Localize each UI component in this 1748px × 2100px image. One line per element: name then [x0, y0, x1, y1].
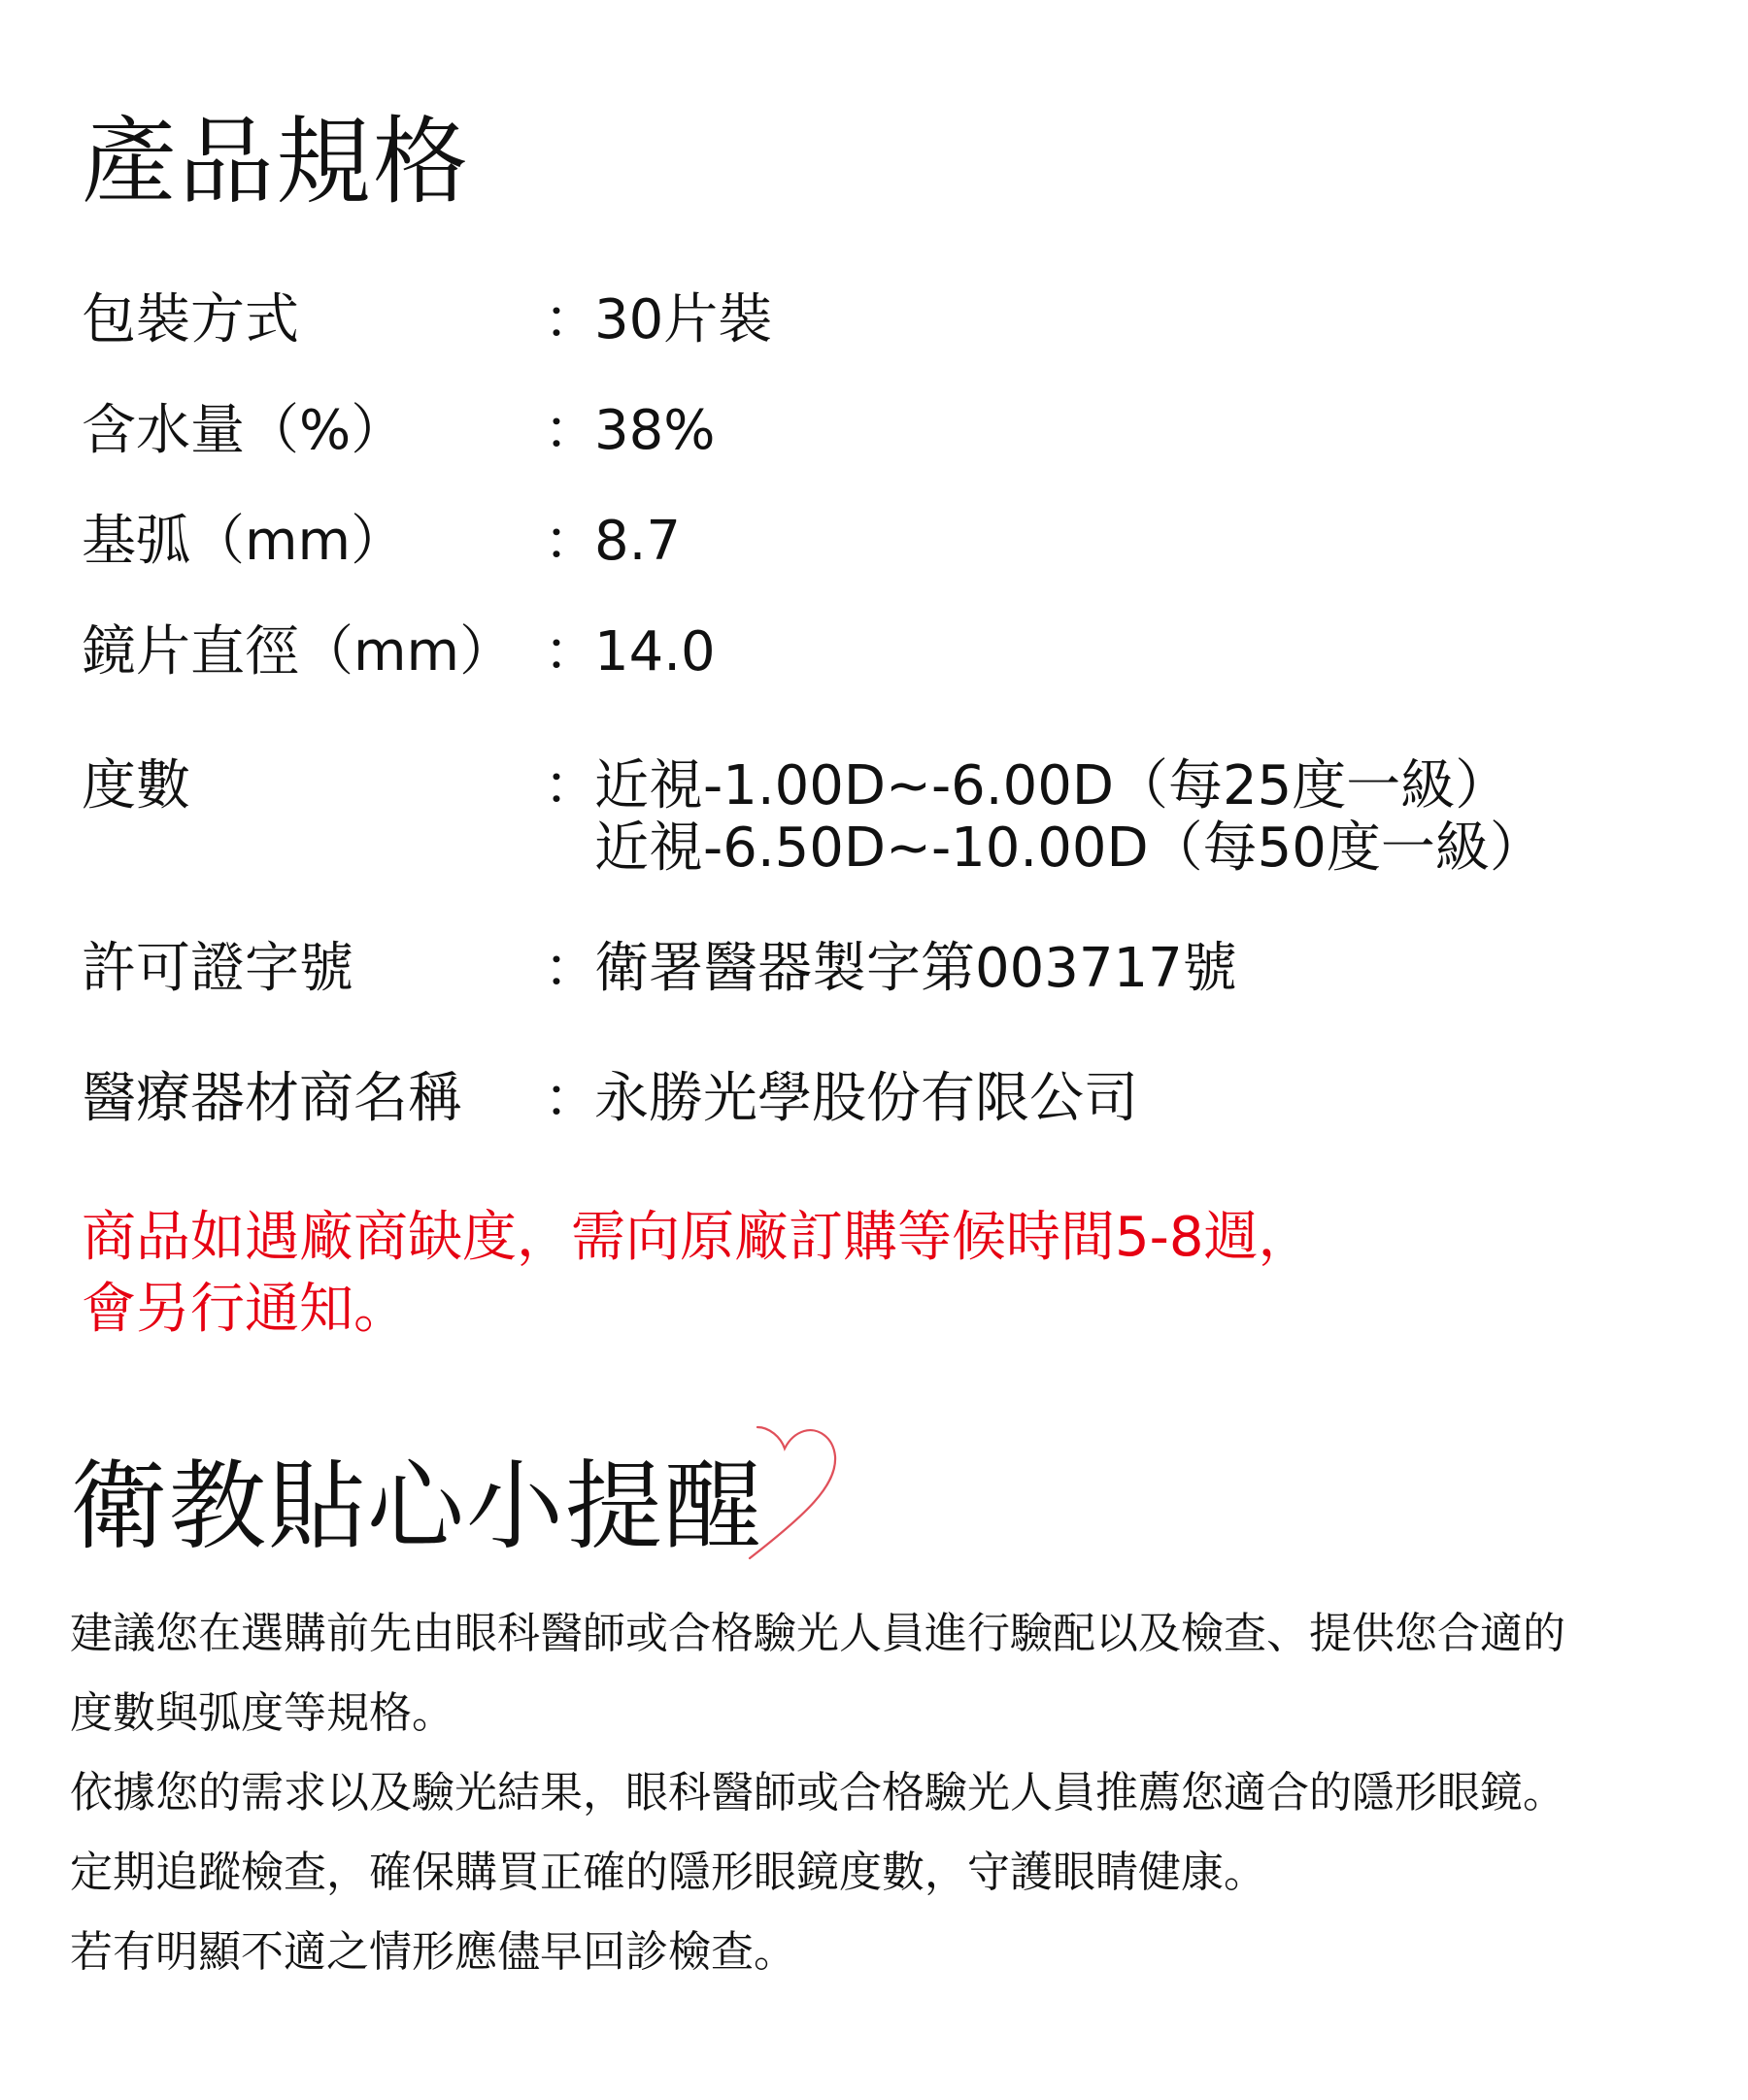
- spec-title: 產品規格: [82, 107, 471, 217]
- spec-value: 8.7: [594, 510, 682, 573]
- spec-colon: ：: [544, 937, 598, 1000]
- care-paragraph: 建議您在選購前先由眼科醫師或合格驗光人員進行驗配以及檢查、提供您合適的: [70, 1609, 1565, 1658]
- care-paragraph: 定期追蹤檢查，確保購買正確的隱形眼鏡度數，守護眼睛健康。: [70, 1848, 1266, 1897]
- spec-value: 衛署醫器製字第003717號: [594, 937, 1237, 1000]
- stock-notice: [82, 1202, 1312, 1346]
- spec-colon: ：: [544, 288, 598, 351]
- spec-colon: ：: [544, 1067, 598, 1130]
- spec-value: 38%: [594, 399, 716, 462]
- power-range-line: 近視-6.50D~-10.00D（每50度一級）: [594, 817, 1544, 880]
- notice-line: 商品如遇廠商缺度，需向原廠訂購等候時間5-8週，: [82, 1206, 1313, 1269]
- spec-label: 包裝方式: [82, 288, 299, 351]
- care-paragraph: 度數與弧度等規格。: [70, 1688, 454, 1738]
- spec-label: 醫療器材商名稱: [82, 1067, 462, 1130]
- spec-colon: ：: [544, 510, 598, 573]
- care-paragraph: 若有明顯不適之情形應儘早回診檢查。: [70, 1927, 796, 1977]
- power-range-line: 近視-1.00D~-6.00D（每25度一級）: [594, 754, 1510, 817]
- spec-label: 含水量（%）: [82, 399, 406, 462]
- spec-label: 鏡片直徑（mm）: [82, 620, 515, 683]
- spec-value: 14.0: [594, 620, 716, 683]
- spec-colon: ：: [544, 620, 598, 683]
- spec-colon: ：: [544, 399, 598, 462]
- spec-colon: ：: [544, 754, 598, 817]
- spec-label: 度數: [82, 754, 190, 817]
- care-title: 衛教貼心小提醒: [70, 1450, 763, 1563]
- care-body: [70, 1594, 1701, 1992]
- spec-value: 永勝光學股份有限公司: [594, 1067, 1138, 1130]
- spec-label: 基弧（mm）: [82, 510, 406, 573]
- spec-value: 30片裝: [594, 288, 773, 351]
- notice-line: 會另行通知。: [82, 1278, 408, 1341]
- spec-value-multiline: [594, 754, 1544, 883]
- care-paragraph: 依據您的需求以及驗光結果，眼科醫師或合格驗光人員推薦您適合的隱形眼鏡。: [70, 1768, 1565, 1817]
- spec-label: 許可證字號: [82, 937, 353, 1000]
